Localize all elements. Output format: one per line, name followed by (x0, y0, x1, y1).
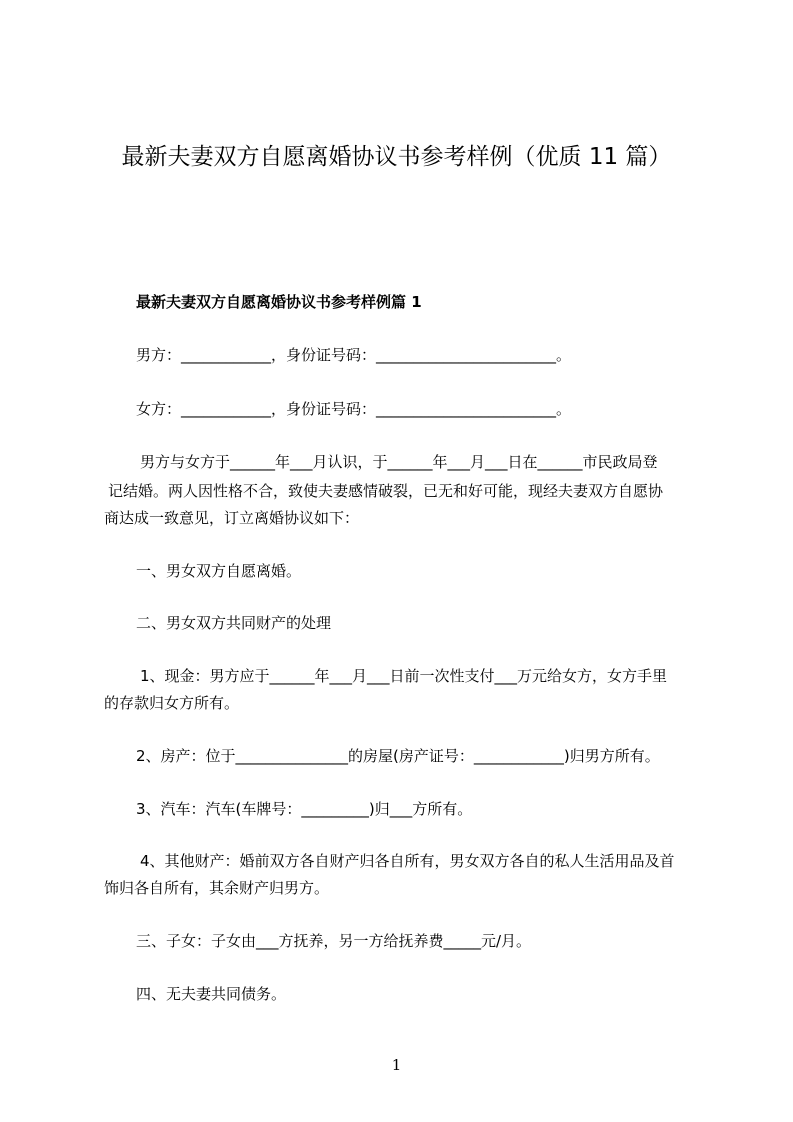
cash-item-line: 的存款归女方所有。 (104, 694, 240, 712)
car-item: 3、汽车：汽车(车牌号：_________)归___方所有。 (136, 800, 473, 818)
house-item: 2、房产：位于_______________的房屋(房产证号：____________)归男方所有。 (136, 747, 660, 765)
intro-paragraph-line: 男方与女方于______年___月认识，于______年___月___日在______市民政局登 (140, 453, 658, 471)
clause-2: 二、男女双方共同财产的处理 (136, 614, 332, 632)
intro-paragraph-line: 商达成一致意见，订立离婚协议如下： (104, 509, 360, 527)
section-heading: 最新夫妻双方自愿离婚协议书参考样例篇 1 (136, 293, 422, 311)
other-property-item-line: 4、其他财产：婚前双方各自财产归各自所有，男女双方各自的私人生活用品及首 (140, 852, 675, 870)
document-title: 最新夫妻双方自愿离婚协议书参考样例（优质 11 篇） (121, 144, 672, 170)
wife-info-line: 女方：____________，身份证号码：________________________。 (136, 400, 572, 418)
clause-1: 一、男女双方自愿离婚。 (136, 562, 302, 580)
page-number: 1 (391, 1056, 402, 1074)
clause-3: 三、子女：子女由___方抚养，另一方给抚养费_____元/月。 (136, 932, 532, 950)
other-property-item-line: 饰归各自所有，其余财产归男方。 (104, 879, 330, 897)
intro-paragraph-line: 记结婚。两人因性格不合，致使夫妻感情破裂，已无和好可能，现经夫妻双方自愿协 (108, 482, 664, 500)
clause-4: 四、无夫妻共同债务。 (136, 985, 287, 1003)
husband-info-line: 男方：____________，身份证号码：________________________。 (136, 346, 572, 364)
cash-item-line: 1、现金：男方应于______年___月___日前一次性支付___万元给女方，女方手里 (140, 667, 668, 685)
